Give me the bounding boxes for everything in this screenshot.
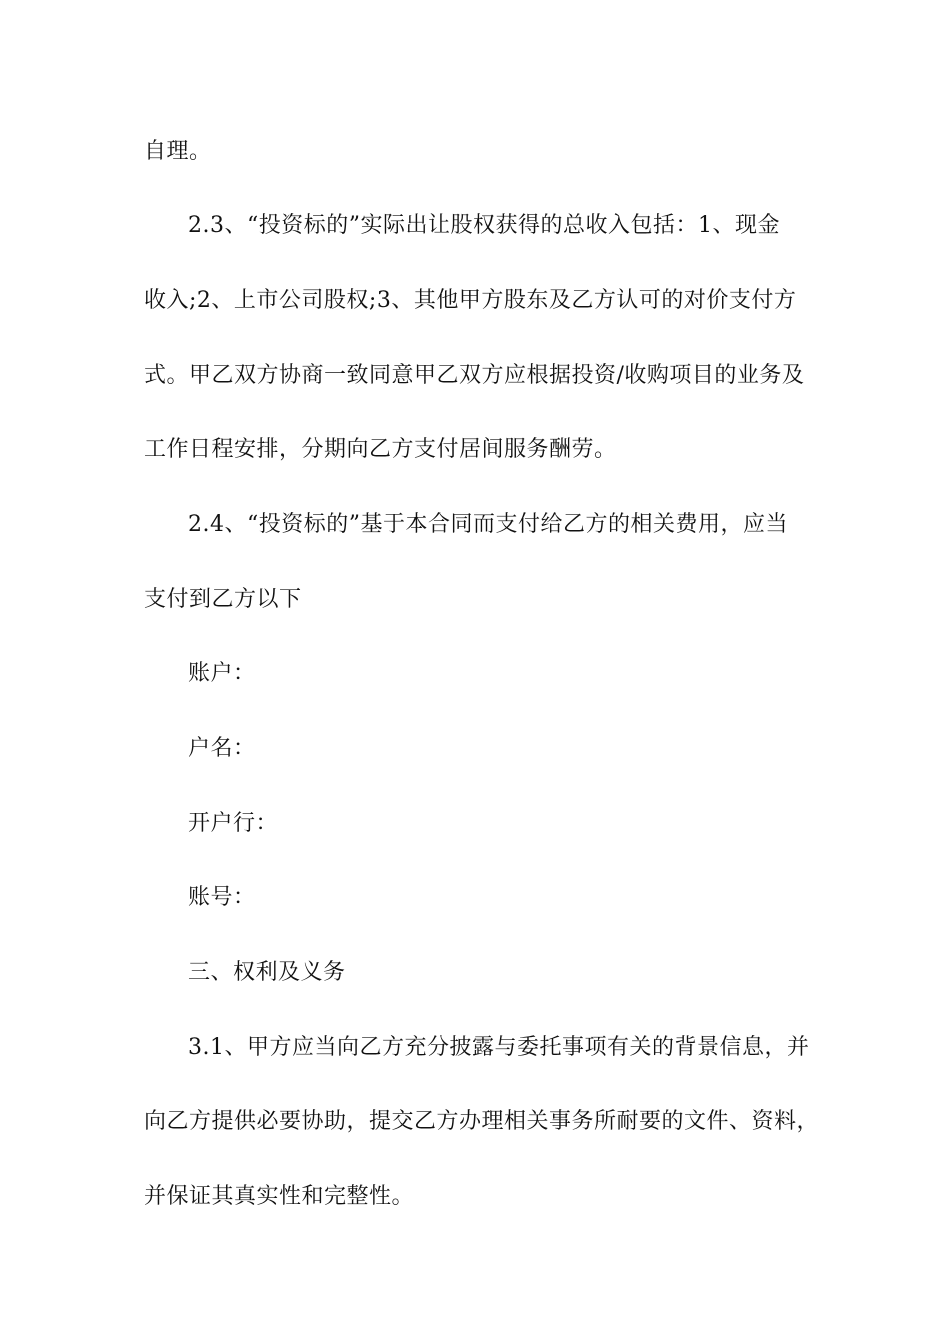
section-heading: 三、权利及义务 [188, 960, 346, 985]
paragraph-line: 向乙方提供必要协助，提交乙方办理相关事务所耐要的文件、资料， [144, 1109, 820, 1134]
bank-label: 开户行： [188, 811, 279, 836]
paragraph-line: 工作日程安排，分期向乙方支付居间服务酬劳。 [144, 437, 617, 462]
paragraph-line: 并保证其真实性和完整性。 [144, 1184, 415, 1209]
clause-2-4-line: 2.4、“投资标的”基于本合同而支付给乙方的相关费用，应当 [188, 512, 788, 537]
account-number-label: 账号： [188, 885, 256, 910]
account-name-label: 户名： [188, 736, 256, 761]
account-label: 账户： [188, 661, 256, 686]
paragraph-line: 收入;2、上市公司股权;3、其他甲方股东及乙方认可的对价支付方 [144, 288, 797, 313]
paragraph-line: 式。甲乙双方协商一致同意甲乙双方应根据投资/收购项目的业务及 [144, 363, 805, 388]
clause-2-3-line: 2.3、“投资标的”实际出让股权获得的总收入包括：1、现金 [188, 213, 780, 238]
paragraph-line: 支付到乙方以下 [144, 587, 302, 612]
clause-3-1-line: 3.1、甲方应当向乙方充分披露与委托事项有关的背景信息，并 [188, 1035, 810, 1060]
paragraph-line: 自理。 [144, 139, 212, 164]
